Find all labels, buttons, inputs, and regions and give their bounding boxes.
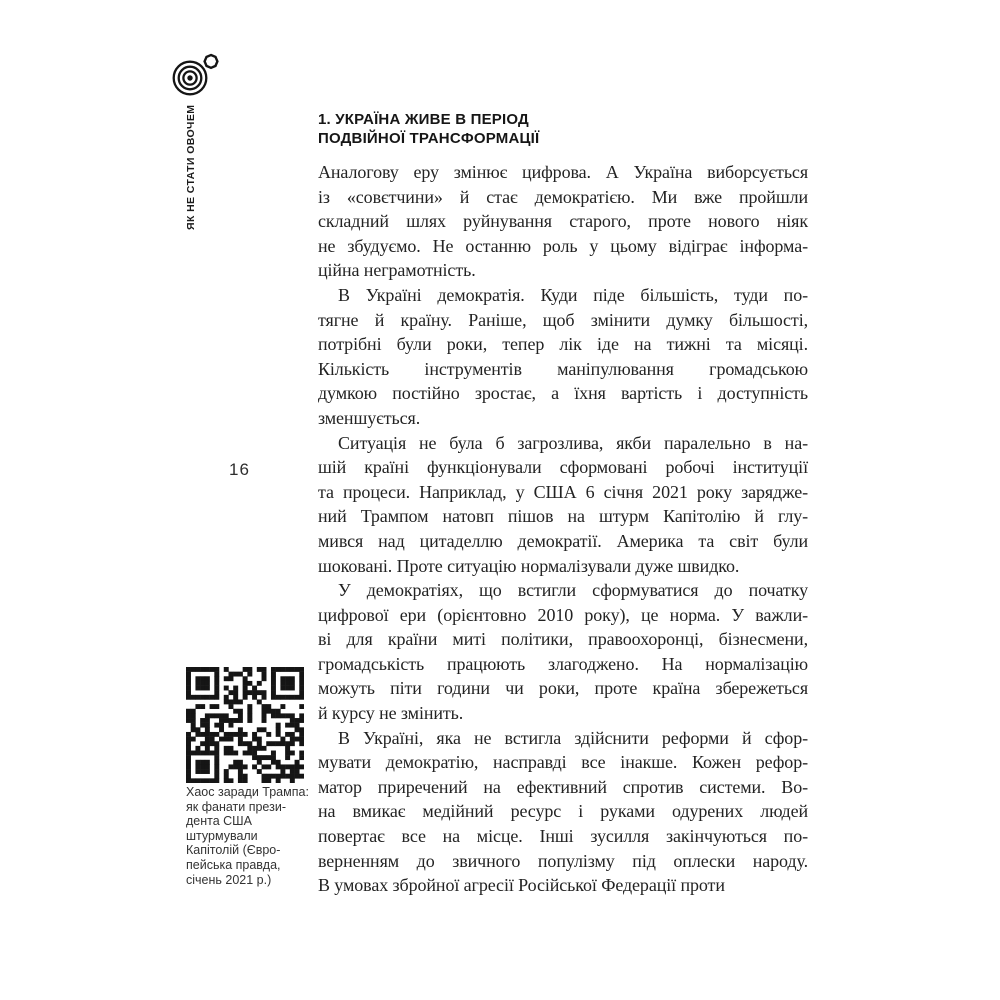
body-line: із «совєтчини» й стає демократією. Ми вже пройшли — [318, 186, 808, 207]
qr-caption-line: Капітолій (Євро- — [186, 843, 281, 858]
body-line: мився над цитаделлю демократії. Америка та світ були — [318, 530, 808, 551]
body-line: В Україні демократія. Куди піде більшість, туди по- — [338, 284, 808, 305]
book-logo-icon — [167, 49, 223, 101]
spine-title-text: ЯК НЕ СТАТИ ОВОЧЕМ — [185, 104, 197, 230]
body-line: У демократіях, що встигли сформуватися до початку — [338, 580, 808, 601]
qr-caption-line: Хаос заради Трампа: — [186, 785, 309, 799]
body-line: Аналогову еру змінює цифрова. А Україна виборсується — [318, 162, 808, 182]
body-line: не збудуємо. Не останню роль у цьому відіграє інформа- — [318, 235, 808, 256]
body-line: складний шлях руйнування старого, проте нового ніяк — [318, 211, 808, 232]
body-line: думкою постійно зростає, а їхня вартість і доступність — [318, 383, 808, 404]
body-line: й курсу не змінить. — [318, 703, 464, 724]
qr-caption-line: січень 2021 р.) — [186, 872, 272, 887]
body-line: ві для країни миті політики, правоохоронці, бізнесмени, — [318, 629, 808, 650]
chapter-heading — [318, 110, 808, 148]
body-line: повертає все на місце. Інші зусилля закінчуються по- — [318, 826, 808, 847]
body-line: матор приречений на ефективний спротив системи. Во- — [318, 776, 808, 797]
body-line: тягне й країну. Раніше, щоб змінити думку більшості, — [318, 309, 808, 330]
body-line: зменшується. — [318, 407, 421, 428]
body-line: та процеси. Наприклад, у США 6 січня 2021 року зарядже- — [318, 481, 808, 502]
body-line: потрібні були роки, тепер лік іде на тижні та місяці. — [318, 334, 808, 355]
paragraph — [318, 160, 808, 283]
paragraph — [318, 726, 808, 898]
body-line: Кількість інструментів маніпулювання громадською — [318, 358, 808, 379]
qr-caption-line: як фанати прези- — [186, 799, 286, 814]
body-line: Ситуація не була б загрозлива, якби паралельно в на- — [338, 432, 808, 453]
body-line: шій країні функціонували сформовані робочі інституції — [318, 457, 808, 478]
body-line: верненням до звичного популізму під оплески народу. — [318, 850, 808, 871]
qr-caption-line: штурмували — [186, 828, 258, 843]
logo-center-dot — [187, 75, 192, 80]
body-line: громадськість працюють злагоджено. На нормалізацію — [318, 653, 808, 674]
body-line: ційна неграмотність. — [318, 260, 476, 281]
body-line: ний Трампом натовп пішов на штурм Капітолію й глу- — [318, 506, 808, 527]
chapter-heading-line-2: ПОДВІЙНОЇ ТРАНСФОРМАЦІЇ — [318, 130, 540, 147]
paragraph — [318, 283, 808, 431]
qr-code — [186, 667, 304, 783]
page-number: 16 — [229, 460, 250, 479]
chapter-heading-line-1: 1. УКРАЇНА ЖИВЕ В ПЕРІОД — [318, 111, 529, 128]
qr-caption — [186, 785, 326, 887]
article — [318, 110, 808, 898]
body-text — [318, 160, 808, 898]
body-line: на вмикає медійний ресурс і руками одурених людей — [318, 801, 808, 822]
qr-caption-line: пейська правда, — [186, 857, 281, 872]
gear-icon — [205, 55, 218, 68]
body-line: можуть піти години чи роки, проте країна збережеться — [318, 678, 808, 699]
paragraph — [318, 431, 808, 579]
body-line: В умовах збройної агресії Російської Федерації проти — [318, 875, 725, 896]
body-line: цифрової ери (орієнтовно 2010 року), це норма. У важли- — [318, 604, 808, 625]
paragraph — [318, 578, 808, 726]
body-line: В Україні, яка не встигла здійснити реформи й сфор- — [338, 727, 808, 748]
body-line: мувати демократію, насправді все інакше. Кожен рефор- — [318, 752, 808, 773]
spine-title — [184, 104, 198, 230]
qr-caption-line: дента США — [186, 814, 252, 829]
body-line: шоковані. Проте ситуацію нормалізували дуже швидко. — [318, 555, 740, 576]
